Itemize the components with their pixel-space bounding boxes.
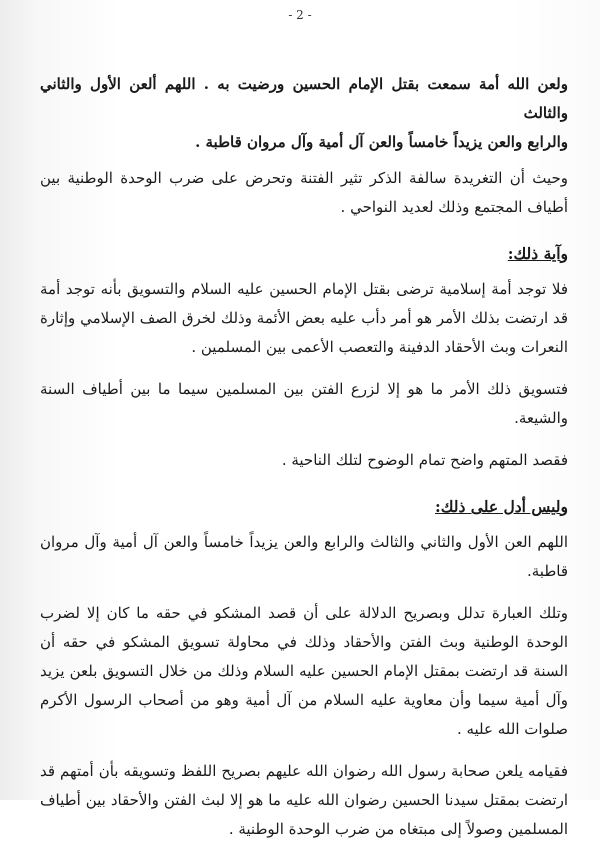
heading-proof: وليس أدل على ذلك: (434, 497, 568, 516)
curse-statement-line-2: والرابع والعن يزيداً خامساً والعن آل أمية وآل مروان قاطبة . (195, 133, 568, 151)
document-body (40, 70, 568, 844)
paragraph-tweet-incitement: وحيث أن التغريدة سالفة الذكر تثير الفتنة وتحرض على ضرب الوحدة الوطنية بين أطياف المجتمع وذلك لعديد النواحي . (40, 169, 568, 216)
heading-evidence: وآية ذلك: (507, 244, 568, 263)
paragraph-no-islamic-nation: فلا توجد أمة إسلامية ترضى بقتل الإمام الحسين عليه السلام والتسويق بأنه توجد أمة قد ارتضت بذلك الأمر هو أمر دأب عليه بعض الأئمة وذلك لخرق الصف الإسلامي وإثارة النعرات وبث الأحقاد الدفينة والتعصب الأعمى بين المسلمين . (40, 280, 568, 356)
paragraph-phrase-analysis: وتلك العبارة تدلل وبصريح الدلالة على أن قصد المشكو في حقه ما كان إلا لضرب الوحدة الوطنية وبث الفتن والأحقاد وذلك في محاولة تسويق المشكو في حقه أن السنة قد ارتضت بمقتل الإمام الحسين عليه السلام وذلك من خلال التسويق بلعن يزيد وآل أمية سيما وأن معاوية عليه السلام من آل أمية وهو من أصحاب الرسول الأكرم صلوات الله عليه . (40, 604, 568, 738)
curse-statement-line-1: ولعن الله أمة سمعت بقتل الإمام الحسين ورضيت به . اللهم ألعن الأول والثاني والثالث (40, 75, 568, 122)
paragraph-sowing-strife: فتسويق ذلك الأمر ما هو إلا لزرع الفتن بين المسلمين سيما ما بين أطياف السنة والشيعة. (40, 380, 568, 427)
paragraph-intent-clear: فقصد المتهم واضح تمام الوضوح لتلك الناحية . (281, 451, 568, 469)
page-number: - 2 - (288, 8, 312, 22)
paragraph-quoted-curse: اللهم العن الأول والثاني والثالث والرابع والعن يزيداً خامساً والعن آل أمية وآل مروان قاطبة. (40, 533, 568, 580)
paragraph-conclusion: فقيامه يلعن صحابة رسول الله رضوان الله عليهم بصريح اللفظ وتسويقه بأن أمتهم قد ارتضت بمقتل سيدنا الحسين رضوان الله عليه ما هو إلا لبث الفتن والأحقاد بين أطياف المسلمين وصولاً إلى مبتغاه من ضرب الوحدة الوطنية . (40, 762, 568, 838)
